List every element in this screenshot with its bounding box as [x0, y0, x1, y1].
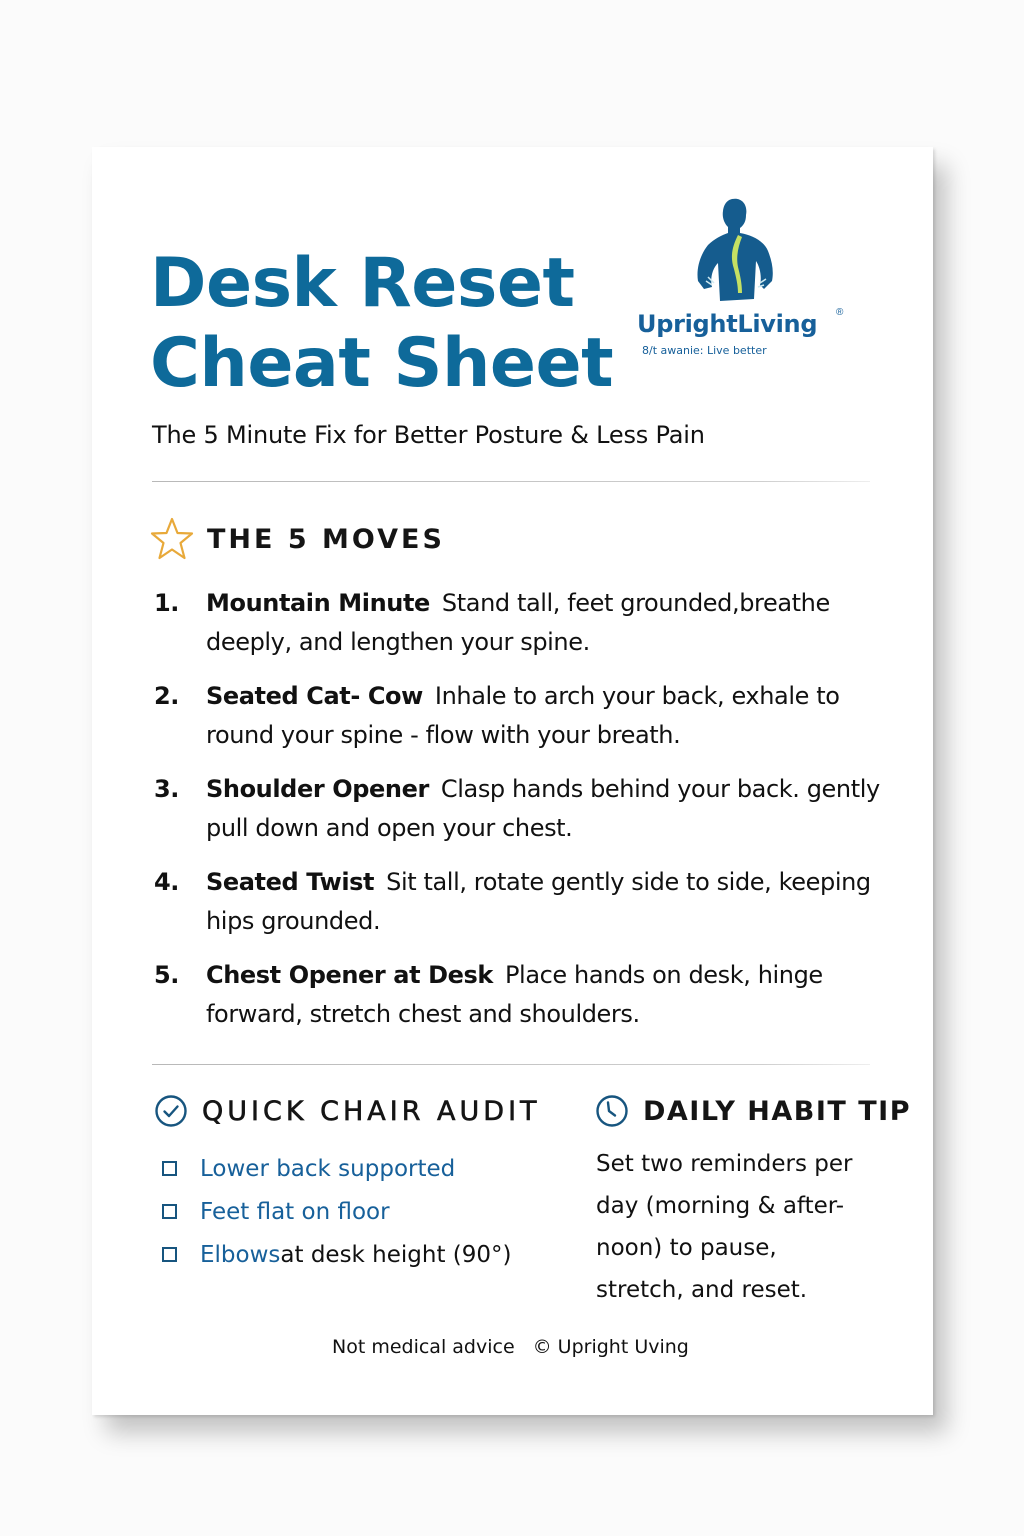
audit-checklist-item[interactable]: [162, 1190, 512, 1233]
move-item: [154, 863, 894, 941]
divider-top: [152, 481, 870, 482]
footer: [332, 1336, 689, 1358]
registered-mark: ®: [836, 307, 844, 318]
audit-item-detail: at desk height (90°): [280, 1241, 512, 1268]
audit-checklist-item[interactable]: [162, 1233, 512, 1276]
title-line-2: Cheat Sheet: [150, 324, 614, 403]
habit-tip-line: noon) to pause,: [596, 1235, 777, 1261]
move-item: [154, 956, 894, 1034]
chair-audit-heading: [154, 1094, 541, 1128]
checkbox[interactable]: [162, 1204, 177, 1219]
moves-heading-label: THE 5 MOVES: [207, 523, 445, 555]
move-number: 3.: [154, 775, 180, 803]
moves-list: [154, 584, 894, 1049]
title-line-1: Desk Reset: [150, 244, 575, 323]
move-number: 1.: [154, 589, 180, 617]
audit-item-label: Feet flat on floor: [200, 1198, 390, 1225]
checkbox[interactable]: [162, 1161, 177, 1176]
chair-audit-heading-label: QUICK CHAIR AUDIT: [202, 1095, 541, 1127]
habit-tip-line: Set two reminders per: [596, 1151, 853, 1177]
move-description: Clasp hands behind your back. gently pull down and open your chest.: [206, 775, 880, 842]
move-description: Place hands on desk, hinge forward, stretch chest and shoulders.: [206, 961, 823, 1028]
cheat-sheet-card: [92, 147, 933, 1415]
habit-tip-heading-label: DAILY HABIT TIP: [643, 1095, 911, 1127]
divider-bottom: [152, 1064, 870, 1065]
move-description: Inhale to arch your back, exhale to round your spine - flow with your breath.: [206, 682, 840, 749]
move-name: Chest Opener at Desk: [206, 961, 493, 989]
disclaimer: Not medical advice: [332, 1336, 515, 1358]
checkbox[interactable]: [162, 1247, 177, 1262]
logo-wordmark: UprightLiving: [637, 310, 818, 338]
move-item: [154, 584, 894, 662]
move-name: Seated Twist: [206, 868, 375, 896]
page-subtitle: The 5 Minute Fix for Better Posture & Less Pain: [152, 421, 705, 449]
audit-item-label: Elbows: [200, 1241, 281, 1268]
habit-tip-line: day (morning & after-: [596, 1193, 845, 1219]
habit-tip-line: stretch, and reset.: [596, 1277, 808, 1303]
audit-checklist-item[interactable]: [162, 1147, 512, 1190]
move-number: 2.: [154, 682, 180, 710]
moves-heading: [149, 516, 445, 562]
move-number: 4.: [154, 868, 180, 896]
logo-tagline: 8/t awanie: Live better: [642, 344, 767, 357]
move-name: Seated Cat- Cow: [206, 682, 423, 710]
audit-item-label: Lower back supported: [200, 1155, 456, 1182]
check-circle-icon: [154, 1094, 188, 1128]
move-description: Sit tall, rotate gently side to side, keeping hips grounded.: [206, 868, 871, 935]
chair-audit-checklist: [162, 1147, 512, 1276]
person-spine-icon: [690, 197, 780, 307]
move-name: Shoulder Opener: [206, 775, 429, 803]
habit-tip-text: [596, 1143, 896, 1311]
clock-icon: [595, 1094, 629, 1128]
move-name: Mountain Minute: [206, 589, 430, 617]
upright-living-logo: [630, 197, 850, 367]
copyright: © Upright Uving: [532, 1336, 689, 1358]
move-item: [154, 770, 894, 848]
page-title: [150, 244, 613, 404]
star-outline-icon: [149, 516, 195, 562]
move-item: [154, 677, 894, 755]
move-description: Stand tall, feet grounded,breathe deeply, and lengthen your spine.: [206, 589, 830, 656]
move-number: 5.: [154, 961, 180, 989]
habit-tip-heading: [595, 1094, 911, 1128]
